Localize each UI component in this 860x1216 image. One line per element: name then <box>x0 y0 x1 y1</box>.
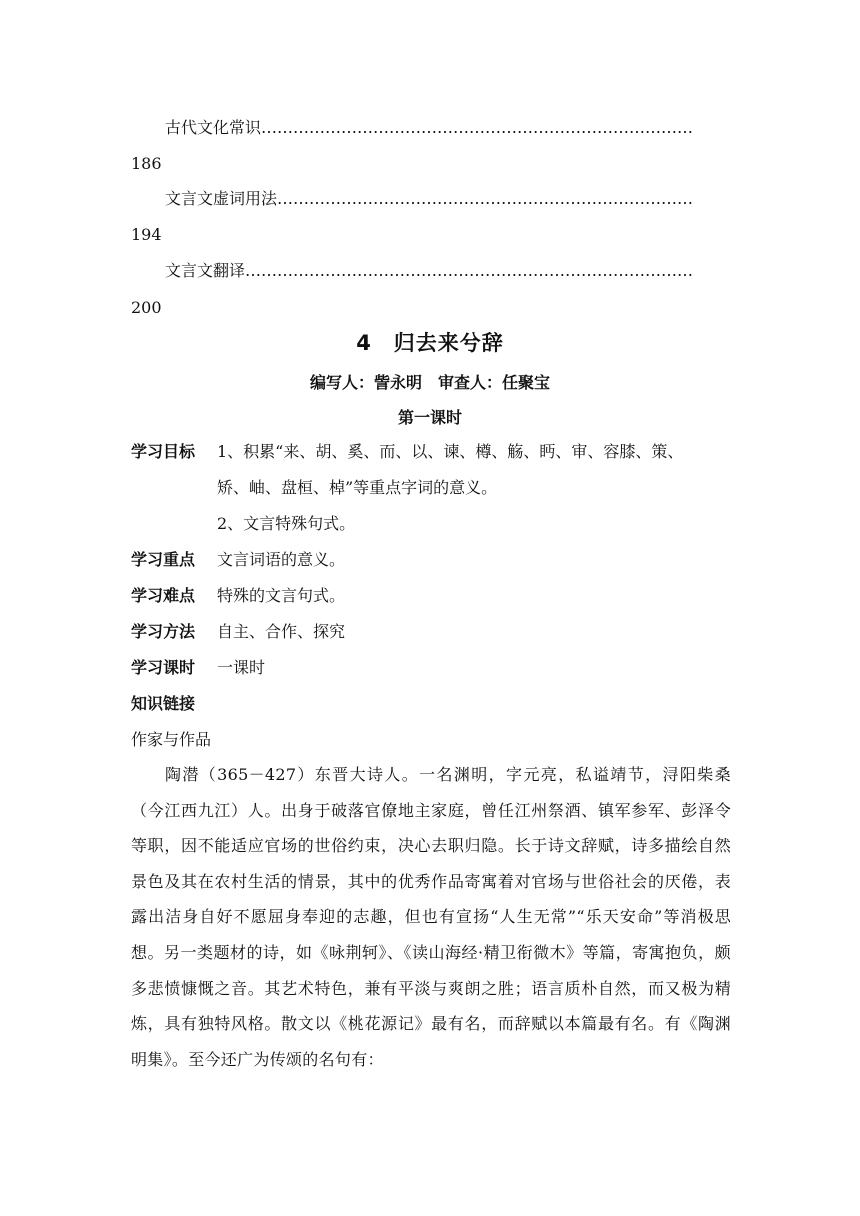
goals-line-2: 矫、岫、盘桓、棹”等重点字词的意义。 <box>217 478 498 497</box>
toc-label: 古代文化常识 <box>165 118 262 137</box>
goals-line-3: 2、文言特殊句式。 <box>217 514 356 533</box>
toc-leader: ………………………………………………………………………… <box>245 261 694 280</box>
focus-value: 文言词语的意义。 <box>217 550 346 569</box>
lesson-period: 第一课时 <box>397 408 462 427</box>
toc-entry <box>165 187 730 211</box>
goals-label: 学习目标 <box>131 442 196 461</box>
toc-page-number: 186 <box>131 154 162 173</box>
method-value: 自主、合作、探究 <box>217 622 346 641</box>
focus-label: 学习重点 <box>131 550 196 569</box>
difficulty-label: 学习难点 <box>131 586 196 605</box>
goals-line-1: 1、积累“来、胡、奚、而、以、谏、樽、觞、眄、审、容膝、策、 <box>217 442 684 461</box>
toc-page-number: 200 <box>131 298 162 317</box>
knowledge-heading: 知识链接 <box>131 694 196 713</box>
toc-label: 文言文虚词用法 <box>165 189 278 208</box>
toc-entry <box>165 259 730 283</box>
toc-label: 文言文翻译 <box>165 261 246 280</box>
lesson-title: 4 归去来兮辞 <box>356 331 504 355</box>
author-paragraph: 陶潜（365－427）东晋大诗人。一名渊明，字元亮，私谥靖节，浔阳柴桑（今江西九江）人。出身于破落官僚地主家庭，曾任江州祭酒、镇军参军、彭泽令等职，因不能适应官场的世俗约束，决心去职归隐。长于诗文辞赋，诗多描绘自然景色及其在农村生活的情景，其中的优秀作品寄寓着对官场与世俗社会的厌倦，表露出洁身自好不愿屈身奉迎的志趣，但也有宣扬“人生无常”“乐天安命”等消极思想。另一类题材的诗，如《咏荆轲》、《读山海经·精卫衔微木》等篇，寄寓抱负，颇多悲愤慷慨之音。其艺术特色，兼有平淡与爽朗之胜；语言质朴自然，而又极为精炼，具有独特风格。散文以《桃花源记》最有名，而辞赋以本篇最有名。有《陶渊明集》。至今还广为传颂的名句有： <box>131 765 731 1069</box>
toc-page-number: 194 <box>131 225 162 244</box>
method-label: 学习方法 <box>131 622 196 641</box>
toc-leader: ……………………………………………………………………… <box>261 118 694 137</box>
difficulty-value: 特殊的文言句式。 <box>217 586 346 605</box>
hours-label: 学习课时 <box>131 658 196 677</box>
toc-entry <box>165 116 730 140</box>
toc-leader: …………………………………………………………………… <box>277 189 694 208</box>
knowledge-subheading: 作家与作品 <box>131 730 212 749</box>
hours-value: 一课时 <box>217 658 266 677</box>
lesson-authors: 编写人：訾永明 审查人：任聚宝 <box>309 373 550 392</box>
